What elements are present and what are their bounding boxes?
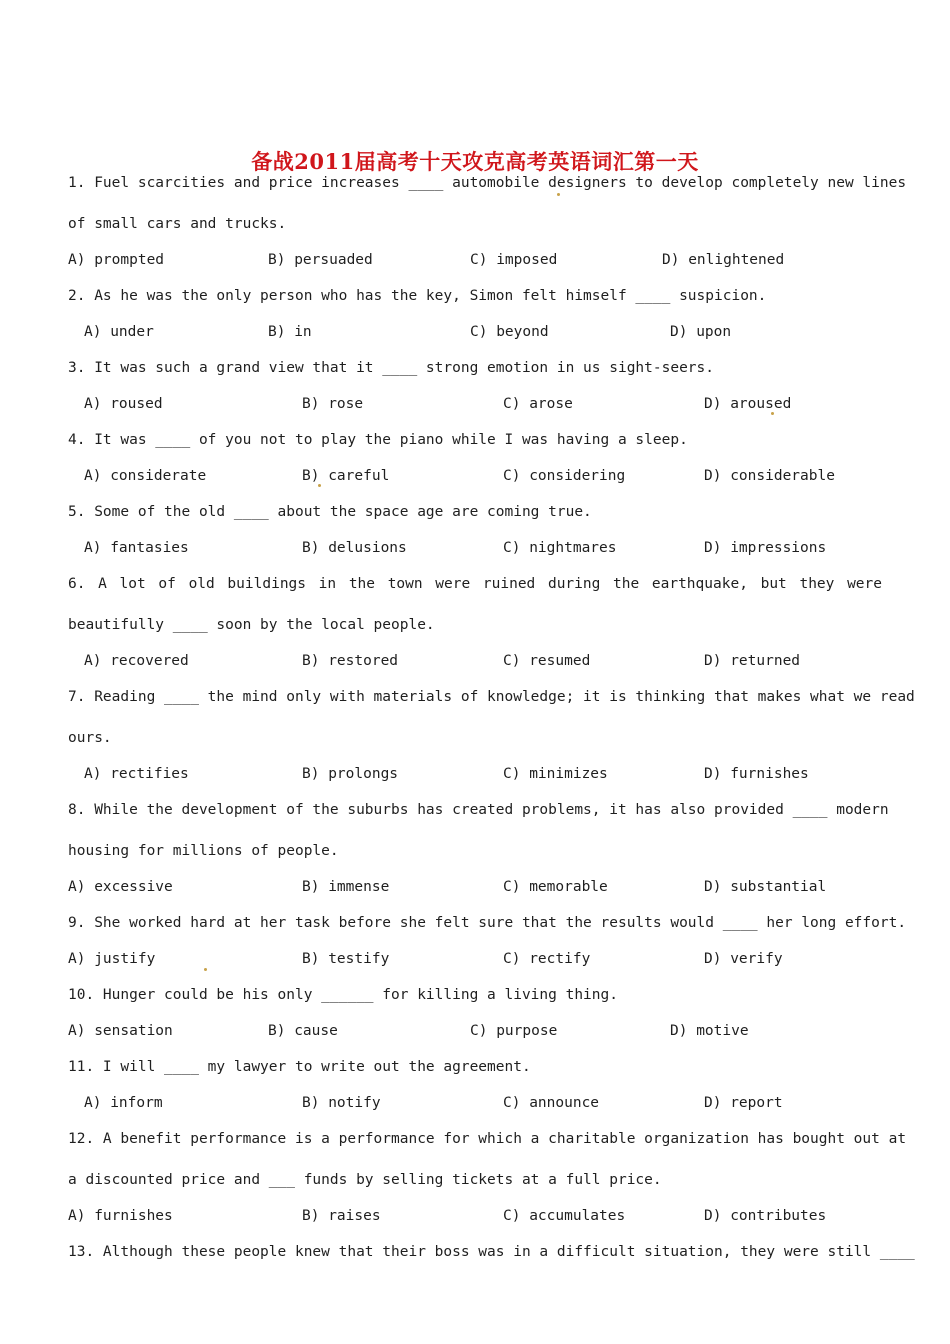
answer-option-a: A) rectifies bbox=[84, 766, 189, 782]
question-text: 13. Although these people knew that their boss was in a difficult situation, they were still ____ bbox=[68, 1244, 915, 1260]
answer-option-a: A) inform bbox=[84, 1095, 163, 1111]
answer-option-d: D) furnishes bbox=[704, 766, 809, 782]
answer-option-a: A) justify bbox=[68, 951, 156, 967]
answer-option-d: D) returned bbox=[704, 653, 801, 669]
question-text: 5. Some of the old ____ about the space age are coming true. bbox=[68, 504, 592, 520]
answer-option-c: C) beyond bbox=[470, 324, 549, 340]
scan-speck-mark bbox=[318, 484, 321, 487]
answer-option-b: B) cause bbox=[268, 1023, 338, 1039]
answer-option-c: C) announce bbox=[503, 1095, 600, 1111]
answer-option-d: D) motive bbox=[670, 1023, 749, 1039]
answer-option-b: B) rose bbox=[302, 396, 364, 412]
answer-option-a: A) roused bbox=[84, 396, 163, 412]
answer-option-b: B) testify bbox=[302, 951, 390, 967]
answer-option-c: C) memorable bbox=[503, 879, 608, 895]
scan-speck-mark bbox=[557, 193, 560, 196]
question-text: 11. I will ____ my lawyer to write out the agreement. bbox=[68, 1059, 531, 1075]
question-text: 2. As he was the only person who has the key, Simon felt himself ____ suspicion. bbox=[68, 288, 767, 304]
question-text-continued: housing for millions of people. bbox=[68, 843, 339, 859]
answer-option-a: A) fantasies bbox=[84, 540, 189, 556]
question-text: 10. Hunger could be his only ______ for killing a living thing. bbox=[68, 987, 618, 1003]
question-text: 6. A lot of old buildings in the town were ruined during the earthquake, but they were bbox=[68, 576, 882, 592]
answer-option-c: C) purpose bbox=[470, 1023, 558, 1039]
answer-option-c: C) minimizes bbox=[503, 766, 608, 782]
answer-option-c: C) accumulates bbox=[503, 1208, 626, 1224]
question-text-continued: ours. bbox=[68, 730, 112, 746]
answer-option-a: A) excessive bbox=[68, 879, 173, 895]
question-text: 7. Reading ____ the mind only with materials of knowledge; it is thinking that makes what we read bbox=[68, 689, 915, 705]
question-text-continued: beautifully ____ soon by the local people. bbox=[68, 617, 435, 633]
question-text: 1. Fuel scarcities and price increases ____ automobile designers to develop completely new lines bbox=[68, 175, 907, 191]
answer-option-a: A) sensation bbox=[68, 1023, 173, 1039]
answer-option-d: D) enlightened bbox=[662, 252, 785, 268]
answer-option-c: C) imposed bbox=[470, 252, 558, 268]
answer-option-a: A) prompted bbox=[68, 252, 165, 268]
scan-speck-mark bbox=[771, 412, 774, 415]
answer-option-d: D) considerable bbox=[704, 468, 835, 484]
answer-option-a: A) under bbox=[84, 324, 154, 340]
answer-option-d: D) contributes bbox=[704, 1208, 827, 1224]
answer-option-d: D) upon bbox=[670, 324, 732, 340]
question-text: 8. While the development of the suburbs has created problems, it has also provided ____ modern bbox=[68, 802, 889, 818]
answer-option-d: D) substantial bbox=[704, 879, 827, 895]
answer-option-b: B) delusions bbox=[302, 540, 407, 556]
question-text: 3. It was such a grand view that it ____ strong emotion in us sight-seers. bbox=[68, 360, 715, 376]
scan-speck-mark bbox=[204, 968, 207, 971]
answer-option-b: B) notify bbox=[302, 1095, 381, 1111]
question-text: 9. She worked hard at her task before she felt sure that the results would ____ her long effort. bbox=[68, 915, 907, 931]
answer-option-b: B) raises bbox=[302, 1208, 381, 1224]
answer-option-d: D) report bbox=[704, 1095, 783, 1111]
answer-option-a: A) considerate bbox=[84, 468, 207, 484]
question-text-continued: a discounted price and ___ funds by selling tickets at a full price. bbox=[68, 1172, 662, 1188]
question-text: 12. A benefit performance is a performance for which a charitable organization has bought out at bbox=[68, 1131, 907, 1147]
answer-option-c: C) nightmares bbox=[503, 540, 617, 556]
answer-option-b: B) in bbox=[268, 324, 312, 340]
answer-option-b: B) prolongs bbox=[302, 766, 399, 782]
answer-option-c: C) arose bbox=[503, 396, 573, 412]
answer-option-c: C) rectify bbox=[503, 951, 591, 967]
question-text-continued: of small cars and trucks. bbox=[68, 216, 287, 232]
answer-option-b: B) restored bbox=[302, 653, 399, 669]
answer-option-b: B) careful bbox=[302, 468, 390, 484]
answer-option-a: A) recovered bbox=[84, 653, 189, 669]
question-text: 4. It was ____ of you not to play the piano while I was having a sleep. bbox=[68, 432, 688, 448]
answer-option-d: D) impressions bbox=[704, 540, 827, 556]
answer-option-d: D) verify bbox=[704, 951, 783, 967]
answer-option-a: A) furnishes bbox=[68, 1208, 173, 1224]
answer-option-b: B) persuaded bbox=[268, 252, 373, 268]
page-title: 备战2011届高考十天攻克高考英语词汇第一天 bbox=[251, 149, 699, 174]
answer-option-c: C) considering bbox=[503, 468, 626, 484]
answer-option-b: B) immense bbox=[302, 879, 390, 895]
answer-option-d: D) aroused bbox=[704, 396, 792, 412]
answer-option-c: C) resumed bbox=[503, 653, 591, 669]
